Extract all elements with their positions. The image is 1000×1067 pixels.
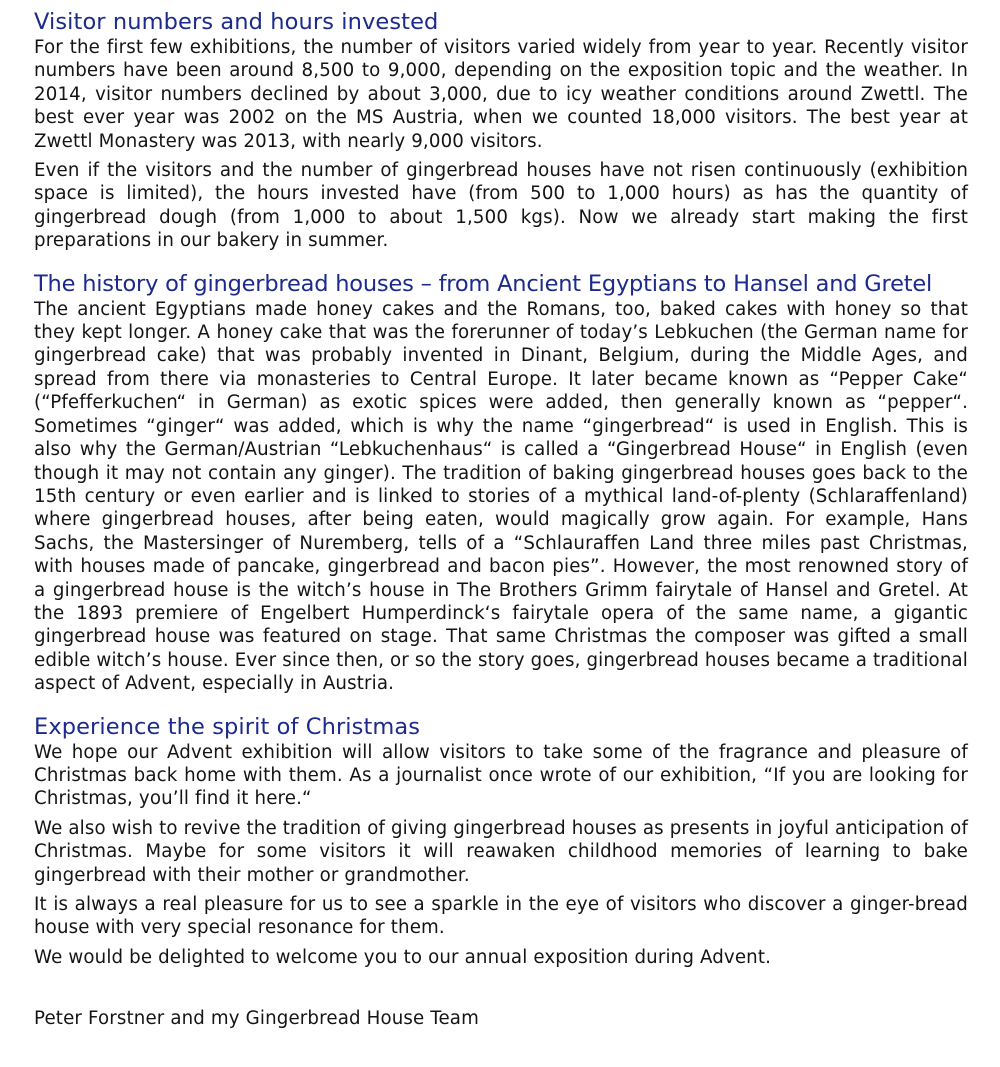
paragraph: Even if the visitors and the number of gingerbread houses have not risen continuously (exhibition space is limited), the hours invested have (from 500 to 1,000 hours) as has the quantity of gingerbread dough (from 1,000 to about 1,500 kgs). Now we already start making the first preparations in our bakery in summer. <box>34 160 968 252</box>
signature: Peter Forstner and my Gingerbread House Team <box>34 1008 479 1030</box>
paragraph: We hope our Advent exhibition will allow visitors to take some of the fragrance and pleasure of Christmas back home with them. As a journalist once wrote of our exhibition, “If you are looking for Christmas, you’ll find it here.“ <box>34 741 968 810</box>
section-spirit-of-christmas <box>34 713 968 970</box>
document-page <box>34 8 968 1031</box>
paragraph: We would be delighted to welcome you to our annual exposition during Advent. <box>34 946 772 968</box>
section-history <box>34 270 968 696</box>
paragraph: The ancient Egyptians made honey cakes and the Romans, too, baked cakes with honey so that they kept longer. A honey cake that was the forerunner of today’s Lebkuchen (the German name for gingerbread cake) that was probably invented in Dinant, Belgium, during the Middle Ages, and spread from there via monasteries to Central Europe. It later became known as “Pepper Cake“ (“Pfefferkuchen“ in German) as exotic spices were added, then generally known as “pepper“. Sometimes “ginger“ was added, which is why the name “gingerbread“ is used in English. This is also why the German/Austrian “Lebkuchenhaus“ is called a “Gingerbread House“ in English (even though it may not contain any ginger). The tradition of baking gingerbread houses goes back to the 15th century or even earlier and is linked to stories of a mythical land-of-plenty (Schlaraffenland) where gingerbread houses, after being eaten, would magically grow again. For example, Hans Sachs, the Mastersinger of Nuremberg, tells of a “Schlauraffen Land three miles past Christmas, with houses made of pancake, gingerbread and bacon pies”. However, the most renowned story of a gingerbread house is the witch’s house in The Brothers Grimm fairytale of Hansel and Gretel. At the 1893 premiere of Engelbert Humperdinck‘s fairytale opera of the same name, a gigantic gingerbread house was featured on stage. That same Christmas the composer was gifted a small edible witch’s house. Ever since then, or so the story goes, gingerbread houses became a traditional aspect of Advent, especially in Austria. <box>34 298 968 695</box>
section-heading: Experience the spirit of Christmas <box>34 713 421 740</box>
section-heading: The history of gingerbread houses – from Ancient Egyptians to Hansel and Gretel <box>34 270 933 297</box>
section-heading: Visitor numbers and hours invested <box>34 9 439 35</box>
section-visitor-numbers <box>34 8 968 253</box>
paragraph: It is always a real pleasure for us to see a sparkle in the eye of visitors who discover a ginger-bread house with very special resonance for them. <box>34 894 968 939</box>
paragraph: For the first few exhibitions, the number of visitors varied widely from year to year. Recently visitor numbers have been around 8,500 to 9,000, depending on the exposition topic and the weather. In 2014, visitor numbers declined by about 3,000, due to icy weather conditions around Zwettl. The best ever year was 2002 on the MS Austria, when we counted 18,000 visitors. The best year at Zwettl Monastery was 2013, with nearly 9,000 visitors. <box>34 37 968 152</box>
paragraph: We also wish to revive the tradition of giving gingerbread houses as presents in joyful anticipation of Christmas. Maybe for some visitors it will reawaken childhood memories of learning to bake gingerbread with their mother or grandmother. <box>34 817 969 886</box>
